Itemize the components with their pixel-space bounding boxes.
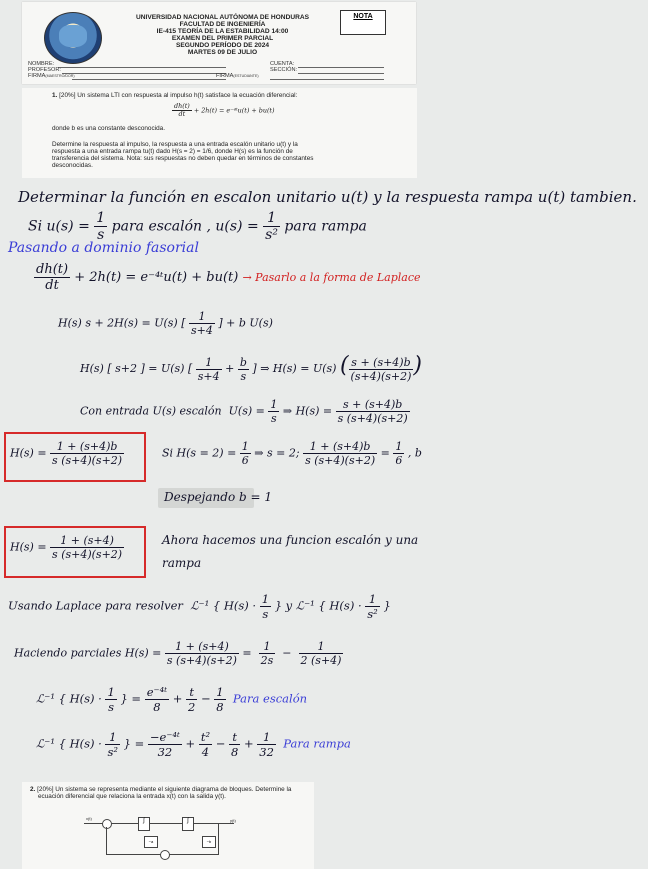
hw-ramp-response: ℒ⁻¹ { H(s) · $\frac{1}{\text{s²}}$ } = $\frac{\text{−e⁻⁴ᵗ}}{32}$ + $\frac{\text{t²}}{4}$ − $\frac{t}{8}$ + $\frac{1}{32}$ Para rampa [36, 730, 351, 759]
hw-ramp-label: Para rampa [283, 736, 351, 751]
teacher-signature-label: FIRMA(MAESTRO/DOR) [28, 73, 75, 79]
student-signature-label: FIRMA(ESTUDIANTE) [216, 73, 259, 79]
hw-solve-b: Despejando b = 1 [164, 490, 272, 504]
problem-2-statement-2: ecuación diferencial que relaciona la entrada x(t) con la salida y(t). [38, 793, 226, 800]
hw-step-1: H(s) s + 2H(s) = U(s) [ $\frac{1}{s+4}$ ] + b U(s) [58, 310, 273, 337]
summing-junction-1 [102, 819, 112, 829]
hw-ode: $\frac{dh(t)}{dt}$ + 2h(t) = e⁻⁴ᵗu(t) + bu(t) → Pasarlo a la forma de Laplace [36, 262, 421, 293]
problem-1-task-line-4: desconocidas. [52, 162, 93, 169]
professor-field-label: PROFESOR: [28, 67, 61, 73]
problem-1-statement: 1. [20%] Un sistema LTI con respuesta al impulso h(t) satisface la ecuación diferencial: [52, 92, 298, 99]
university-seal-logo [44, 12, 102, 64]
gain-block-1: −a [144, 836, 158, 848]
hw-step-label: Para escalón [232, 691, 308, 706]
hw-boxed-h-2: H(s) = $\frac{1 + (s+4)}{s (s+4)(s+2)}$ [10, 534, 123, 561]
hw-laplace-note: → Pasarlo a la forma de Laplace [242, 271, 421, 284]
name-field-label: NOMBRE: [28, 61, 55, 67]
problem-1-task-line-1: Determine la respuesta al impulso, la respuesta a una entrada escalón unitario u(t) y la [52, 141, 298, 148]
hw-partial-fractions: Haciendo parciales H(s) = $\frac{1 + (s+4)}{s (s+4)(s+2)}$ = $\frac{1}{2s}$ − $\frac{1}{2 (s+4)}$ [14, 640, 342, 667]
professor-field-line [62, 73, 226, 74]
course-name: IE-415 TEORÍA DE LA ESTABILIDAD 14:00 [156, 28, 289, 35]
feedback-wire-left [106, 827, 107, 854]
integrator-block-2: ∫ [182, 817, 194, 831]
student-signature-line [270, 79, 384, 80]
hw-inverse-laplace-line: Usando Laplace para resolver ℒ⁻¹ { H(s) · $\frac{1}{s}$ } y ℒ⁻¹ { H(s) · $\frac{1}{\text{s²}}$ } [8, 592, 391, 621]
exam-period: SEGUNDO PERÍODO DE 2024 [175, 42, 270, 49]
section-field-label: SECCIÓN: [270, 67, 298, 73]
hw-step-ramp-note-2: rampa [162, 556, 202, 570]
hw-intro-line: Determinar la función en escalon unitario u(t) y la respuesta rampa u(t) tambien. [18, 188, 637, 206]
problem-1-b-note: donde b es una constante desconocida. [52, 125, 165, 132]
integrator-block-1: ∫ [138, 817, 150, 831]
hw-laplace-heading: Pasando a dominio fasorial [8, 240, 199, 256]
boxed-result-2-right-bar [144, 526, 146, 576]
university-name: UNIVERSIDAD NACIONAL AUTÓNOMA DE HONDURAS [135, 14, 310, 21]
exam-date: MARTES 09 DE JULIO [187, 49, 258, 56]
summing-junction-2 [160, 850, 170, 860]
account-field-line [298, 67, 384, 68]
hw-step-response: ℒ⁻¹ { H(s) · $\frac{1}{s}$ } = $\frac{\text{e⁻⁴ᵗ}}{8}$ + $\frac{t}{2}$ − $\frac{1}{8}$ Para escalón [36, 685, 308, 714]
problem-1-task-line-2: respuesta a una entrada rampa tu(t) dado H(s = 2) = 1/6, donde H(s) es la función de [52, 148, 293, 155]
problem-1-equation: $\frac{dh(t)}{dt}$ + 2h(t) = e⁻⁴ᵗu(t) + bu(t) [174, 102, 275, 119]
hw-step-2: H(s) [ s+2 ] = U(s) [ $\frac{1}{s+4}$ + $\frac{b}{s}$ ] ⇒ H(s) = U(s) ( $\frac{s + (s+4)b}{(s+4)(s+2)}$ ) [80, 353, 423, 383]
exam-name: EXAMEN DEL PRIMER PARCIAL [171, 35, 274, 42]
faculty-name: FACULTAD DE INGENIERÍA [179, 21, 266, 28]
feedback-wire-right [218, 823, 219, 854]
hw-step-ramp-note-1: Ahora hacemos una funcion escalón y una [162, 533, 419, 547]
block-diagram-output-label: y(t) [230, 818, 236, 823]
name-field-line [58, 67, 226, 68]
gain-block-2: −b [202, 836, 216, 848]
hw-step-3: Con entrada U(s) escalón U(s) = $\frac{1}{s}$ ⇒ H(s) = $\frac{s + (s+4)b}{s (s+4)(s+2)}$ [80, 398, 408, 425]
problem-1-task-line-3: transferencia del sistema. Nota: sus respuestas no deben quedar en términos de constantes [52, 155, 314, 162]
hw-boxed-h-1: H(s) = $\frac{1 + (s+4)b}{s (s+4)(s+2)}$ [10, 440, 123, 467]
teacher-signature-line [72, 79, 226, 80]
block-diagram-input-label: x(t) [86, 816, 92, 821]
account-field-label: CUENTA: [270, 61, 295, 67]
boxed-result-1-right-bar [144, 432, 146, 480]
section-field-line [298, 73, 384, 74]
hw-condition: Si H(s = 2) = $\frac{1}{6}$ ⇒ s = 2; $\frac{1 + (s+4)b}{s (s+4)(s+2)}$ = $\frac{1}{6}$ , b [162, 440, 422, 467]
problem-2-statement-1: 2. [20%] Un sistema se representa mediante el siguiente diagrama de bloques. Determine la [30, 786, 292, 793]
hw-input-definitions: Si u(s) = $\frac{1}{s}$ para escalón , u(s) = $\frac{1}{\text{s²}}$ para rampa [28, 210, 367, 243]
grade-box: NOTA [340, 10, 386, 35]
